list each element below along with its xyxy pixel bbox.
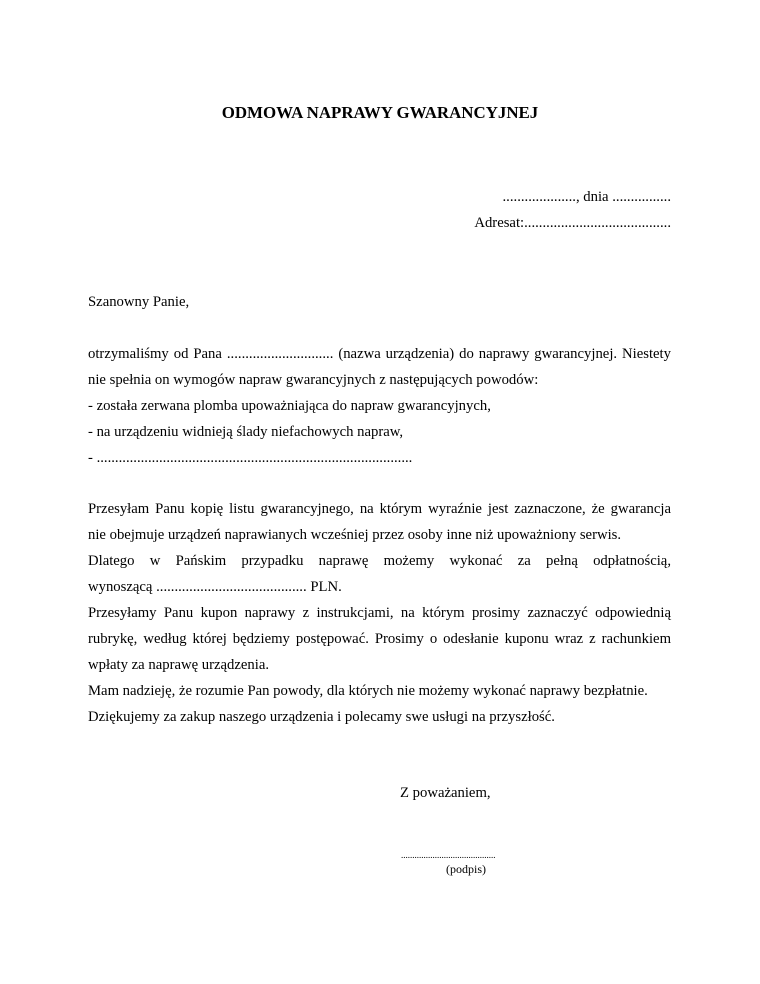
paragraph-line: Przesyłam Panu kopię listu gwarancyjnego, na którym wyraźnie jest zaznaczone, że gwarancja [88, 501, 671, 517]
closing: Z poważaniem, [400, 785, 491, 801]
paragraph-line: rubrykę, według której będziemy postępować. Prosimy o odesłanie kuponu wraz z rachunkiem [88, 631, 671, 647]
place-date-line: ...................., dnia ................ [502, 189, 671, 205]
addressee-line: Adresat:........................................ [474, 215, 671, 231]
paragraph-line: Przesyłamy Panu kupon naprawy z instrukcjami, na którym prosimy zaznaczyć odpowiednią [88, 605, 671, 621]
paragraph-line: Mam nadzieję, że rozumie Pan powody, dla których nie możemy wykonać naprawy bezpłatnie. [88, 683, 648, 699]
paragraph-line: Dziękujemy za zakup naszego urządzenia i polecamy swe usługi na przyszłość. [88, 709, 555, 725]
salutation: Szanowny Panie, [88, 294, 190, 310]
paragraph-line: nie spełnia on wymogów napraw gwarancyjnych z następujących powodów: [88, 372, 539, 388]
document-title: ODMOWA NAPRAWY GWARANCYJNEJ [221, 103, 539, 122]
paragraph-line: nie obejmuje urządzeń naprawianych wcześniej przez osoby inne niż upoważniony serwis. [88, 527, 622, 543]
signature-line: .......................................... [401, 850, 496, 860]
paragraph-line: Dlatego w Pańskim przypadku naprawę możemy wykonać za pełną odpłatnością, [88, 553, 671, 569]
list-item: - została zerwana plomba upoważniająca do napraw gwarancyjnych, [88, 398, 491, 414]
paragraph-line: wynoszącą ......................................... PLN. [88, 579, 342, 595]
paragraph-2 [88, 496, 671, 730]
paragraph-line: wpłaty za naprawę urządzenia. [88, 657, 270, 673]
list-item: - na urządzeniu widnieją ślady niefachowych napraw, [88, 424, 404, 440]
signature-label: (podpis) [446, 862, 486, 876]
paragraph-1 [88, 341, 671, 471]
list-item: - ...................................................................................... [88, 450, 413, 466]
paragraph-line: otrzymaliśmy od Pana ............................. (nazwa urządzenia) do naprawy gwarancyjnej. Niestety [88, 346, 671, 362]
